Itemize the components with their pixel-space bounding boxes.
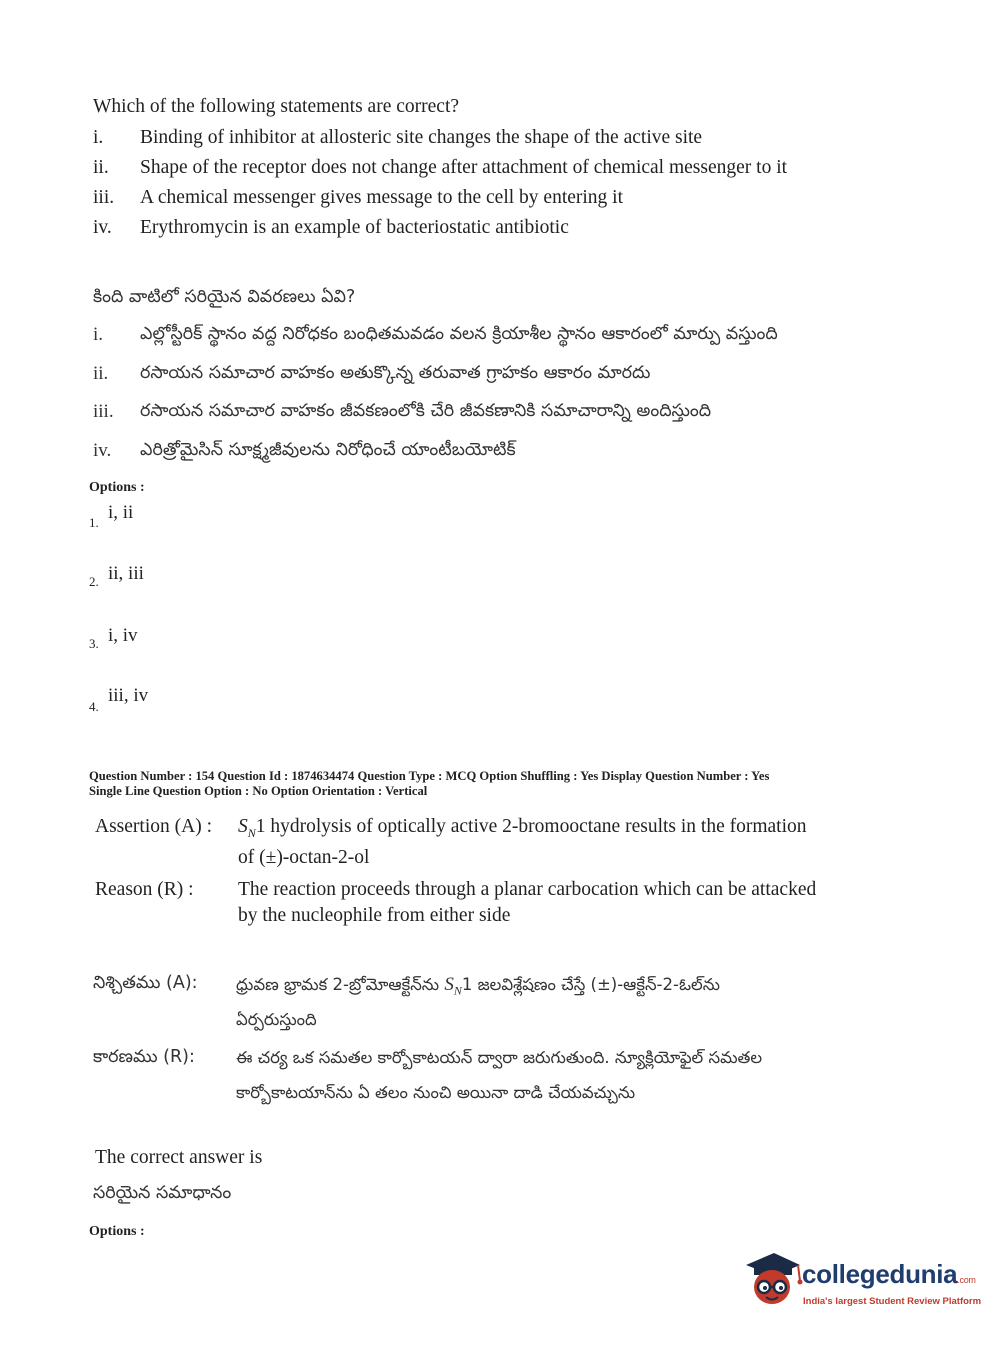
option-number: 3. [89,636,99,651]
brand-tagline: India's largest Student Review Platform [803,1296,982,1307]
options-label: Options : [89,480,145,495]
statement-number: iii. [93,187,115,208]
statement-text-te: ఎల్లోస్టీరిక్ స్థానం వద్ద నిరోధకం బంధితమవడం వలన క్రియాశీల స్థానం ఆకారంలో మార్పు వస్తుంది [140,324,778,344]
statement-item-te [0,324,1001,350]
option-text: i, ii [108,502,134,523]
options-label: Options : [89,1224,145,1239]
statement-text: Shape of the receptor does not change after attachment of chemical messenger to it [140,157,788,178]
correct-answer-prompt-te: సరియైన సమాధానం [93,1183,232,1203]
collegedunia-logo[interactable] [740,1247,982,1317]
sn1-subscript: N [247,825,256,840]
correct-answer-prompt-en: The correct answer is [95,1147,263,1168]
option-text: i, iv [108,625,138,646]
reason-te-line-1: ఈ చర్య ఒక సమతల కార్బోకాటయన్ ద్వారా జరుగుతుంది. న్యూక్లియోఫైల్ సమతల [236,1048,763,1067]
assertion-text: 1 hydrolysis of optically active 2-bromooctane results in the formation [255,816,807,837]
option-3[interactable] [89,623,289,655]
brand-name [802,1259,976,1290]
statement-text-te: ఎరిత్రోమైసిన్ సూక్ష్మజీవులను నిరోధించే యాంటీబయోటిక్ [140,440,516,460]
option-number: 4. [89,699,99,714]
sn1-symbol-te: S [444,974,454,995]
statement-number: ii. [93,157,109,178]
option-2[interactable] [89,561,289,593]
brand-wordmark: collegedunia [802,1259,958,1289]
option-text: iii, iv [108,685,149,706]
option-number: 2. [89,574,99,589]
assertion-text-line-2: of (±)-octan-2-ol [238,847,370,868]
statement-text: A chemical messenger gives message to the cell by entering it [140,187,624,208]
sn1-subscript-te: N [453,983,462,998]
statement-number: iv. [93,440,112,461]
mascot-icon [740,1249,804,1311]
statement-text-te: రసాయన సమాచార వాహకం జీవకణంలోకి చేరి జీవకణానికి సమాచారాన్ని అందిస్తుంది [140,401,712,421]
statement-number: i. [93,127,104,148]
assertion-text-line-1 [238,816,807,841]
statement-item [0,157,1001,183]
statement-text: Erythromycin is an example of bacteriostatic antibiotic [140,217,569,238]
reason-label: Reason (R) : [95,879,194,900]
question-stem-en: Which of the following statements are correct? [93,96,460,117]
brand-suffix: .com [957,1275,976,1285]
reason-text-line-2: by the nucleophile from either side [238,905,511,926]
question-meta-line-1: Question Number : 154 Question Id : 1874634474 Question Type : MCQ Option Shuffling : Yes Display Question Number : Yes [89,769,770,783]
statement-number: iv. [93,217,112,238]
assertion-label: Assertion (A) : [95,816,212,837]
statement-item-te [0,401,1001,427]
assertion-te-line-2: ఏర్పరుస్తుంది [236,1010,317,1029]
statement-text-te: రసాయన సమాచార వాహకం అతుక్కొన్న తరువాత గ్రాహకం ఆకారం మారదు [140,363,651,383]
reason-label-te: కారణము (R): [93,1047,195,1067]
reason-text-line-1: The reaction proceeds through a planar carbocation which can be attacked [238,879,817,900]
assertion-te-part: 1 జలవిశ్లేషణం చేస్తే (±)-ఆక్టేన్-2-ఓల్‌ను [461,975,720,994]
option-text: ii, iii [108,563,144,584]
question-stem-te: కింది వాటిలో సరియైన వివరణలు ఏవి? [93,287,356,307]
assertion-label-te: నిశ్చితము (A): [93,973,198,993]
statement-item-te [0,363,1001,389]
statement-item-te [0,440,1001,466]
statement-item [0,187,1001,213]
statement-number: ii. [93,363,109,384]
option-4[interactable] [89,684,289,716]
reason-te-line-2: కార్బోకాటయాన్‌ను ఏ తలం నుంచి అయినా దాడి చేయవచ్చును [236,1083,636,1102]
option-1[interactable] [89,500,289,532]
statement-item [0,127,1001,153]
assertion-te-line-1 [236,974,720,998]
statement-number: i. [93,324,104,345]
assertion-te-part: ధ్రువణ భ్రామక 2-బ్రోమోఆక్టేన్‌ను [236,975,445,994]
statement-number: iii. [93,401,114,422]
statement-text: Binding of inhibitor at allosteric site changes the shape of the active site [140,127,703,148]
option-number: 1. [89,515,99,530]
statement-item [0,217,1001,243]
question-meta-line-2: Single Line Question Option : No Option Orientation : Vertical [89,784,428,798]
sn1-symbol: S [238,816,248,837]
